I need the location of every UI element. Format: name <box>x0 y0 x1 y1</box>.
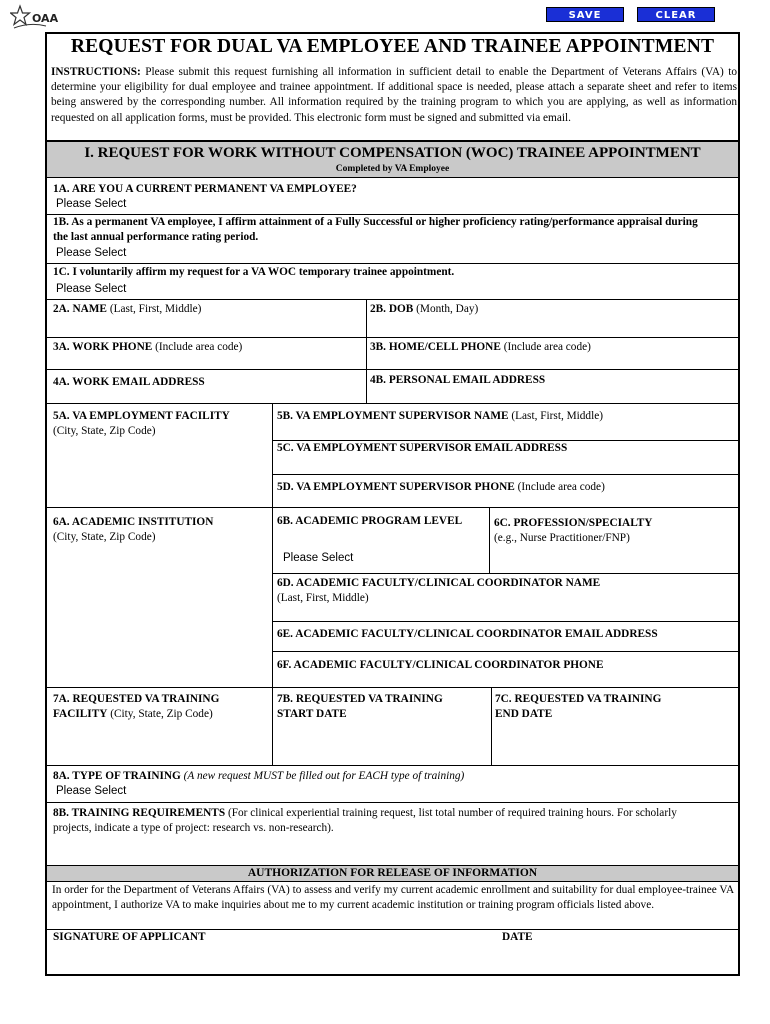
field-6d[interactable] <box>277 576 600 606</box>
field-6e-label[interactable]: 6E. ACADEMIC FACULTY/CLINICAL COORDINATOR EMAIL ADDRESS <box>277 628 658 640</box>
clear-form-button[interactable]: CLEAR FORM <box>637 7 715 22</box>
instructions-text: Please submit this request furnishing all information in sufficient detail to enable the Department of Veterans Affairs (VA) to determine your eligibility for dual employee and trainee appointment. If additional space is needed, please attach a separate sheet and refer to items being answered by the corresponding number. All information required by the training program to which you are applying, as well as information requested on all application forms, must be provided. This electronic form must be signed and submitted via email. <box>51 66 737 124</box>
logo-text: OAA <box>32 12 59 25</box>
field-5b[interactable] <box>277 409 603 424</box>
section-1-title: I. REQUEST FOR WORK WITHOUT COMPENSATION (WOC) TRAINEE APPOINTMENT <box>84 145 701 161</box>
field-2b-label: 2B. DOB <box>370 303 414 315</box>
field-3a-hint: (Include area code) <box>155 341 243 353</box>
form-title: REQUEST FOR DUAL VA EMPLOYEE AND TRAINEE APPOINTMENT <box>70 36 715 57</box>
field-7b-label2: START DATE <box>277 708 347 720</box>
field-3b[interactable] <box>370 340 591 355</box>
field-4b-label[interactable]: 4B. PERSONAL EMAIL ADDRESS <box>370 374 546 386</box>
instructions <box>51 65 737 126</box>
field-6a[interactable] <box>53 515 268 545</box>
field-6f-label[interactable]: 6F. ACADEMIC FACULTY/CLINICAL COORDINATOR PHONE <box>277 659 604 671</box>
field-7a-label: 7A. REQUESTED VA TRAINING <box>53 693 220 705</box>
field-6c-label: 6C. PROFESSION/SPECIALTY <box>494 517 653 529</box>
field-7b-label: 7B. REQUESTED VA TRAINING <box>277 693 443 705</box>
date-label[interactable]: DATE <box>502 931 533 943</box>
field-1c-label: 1C. I voluntarily affirm my request for a VA WOC temporary trainee appointment. <box>53 266 455 278</box>
field-6a-label: 6A. ACADEMIC INSTITUTION <box>53 516 214 528</box>
oaa-logo <box>10 4 80 34</box>
field-8a-hint: (A new request MUST be filled out for EACH type of training) <box>183 770 465 782</box>
field-3a[interactable] <box>53 340 242 355</box>
signature-label[interactable]: SIGNATURE OF APPLICANT <box>53 931 206 943</box>
field-1a-label: 1A. ARE YOU A CURRENT PERMANENT VA EMPLOYEE? <box>53 183 357 195</box>
field-2a[interactable] <box>53 302 201 317</box>
field-8a <box>53 769 464 784</box>
field-2b[interactable] <box>370 302 478 317</box>
field-1b-select[interactable]: Please Select <box>56 247 127 259</box>
field-5d[interactable] <box>277 480 605 495</box>
field-4a-label[interactable]: 4A. WORK EMAIL ADDRESS <box>53 376 205 388</box>
field-7b[interactable] <box>277 692 443 722</box>
field-7a[interactable] <box>53 692 268 722</box>
field-5d-label: 5D. VA EMPLOYMENT SUPERVISOR PHONE <box>277 481 515 493</box>
field-1a-select[interactable]: Please Select <box>56 198 127 210</box>
field-5a-hint: (City, State, Zip Code) <box>53 425 156 437</box>
field-6b-label: 6B. ACADEMIC PROGRAM LEVEL <box>277 515 463 527</box>
field-5a[interactable] <box>53 409 268 439</box>
field-8b-hint: (For clinical experiential training request, list total number of required training hours. For scholarly projects, indicate a type of project: research vs. non-research). <box>53 807 677 834</box>
field-6b-select[interactable]: Please Select <box>283 552 354 564</box>
field-8b[interactable] <box>53 806 713 836</box>
section-1-header <box>47 140 738 178</box>
authorization-text: In order for the Department of Veterans Affairs (VA) to assess and verify my current academic enrollment and suitability for dual employee-trainee VA appointment, I authorize VA to make inquiries about me to my current academic institution or training program officials listed above. <box>52 884 734 912</box>
field-5a-label: 5A. VA EMPLOYMENT FACILITY <box>53 410 230 422</box>
field-1b-label: 1B. As a permanent VA employee, I affirm attainment of a Fully Successful or higher proficiency rating/performance appraisal during the last annual performance rating period. <box>53 216 698 243</box>
field-2b-hint: (Month, Day) <box>416 303 479 315</box>
field-6d-label: 6D. ACADEMIC FACULTY/CLINICAL COORDINATOR NAME <box>277 577 601 589</box>
instructions-label: INSTRUCTIONS: <box>51 66 141 78</box>
field-8a-select[interactable]: Please Select <box>56 785 127 797</box>
field-6a-hint: (City, State, Zip Code) <box>53 531 156 543</box>
field-2a-hint: (Last, First, Middle) <box>109 303 202 315</box>
field-7c[interactable] <box>495 692 661 722</box>
authorization-header: AUTHORIZATION FOR RELEASE OF INFORMATION <box>47 865 738 882</box>
field-3a-label: 3A. WORK PHONE <box>53 341 153 353</box>
field-5b-label: 5B. VA EMPLOYMENT SUPERVISOR NAME <box>277 410 509 422</box>
field-6c[interactable] <box>494 516 652 546</box>
field-5b-hint: (Last, First, Middle) <box>511 410 603 422</box>
field-5c-label[interactable]: 5C. VA EMPLOYMENT SUPERVISOR EMAIL ADDRESS <box>277 442 568 454</box>
field-8b-label: 8B. TRAINING REQUIREMENTS <box>53 807 226 819</box>
save-button[interactable]: SAVE <box>546 7 624 22</box>
field-3b-hint: (Include area code) <box>503 341 591 353</box>
field-2a-label: 2A. NAME <box>53 303 107 315</box>
field-7a-hint: (City, State, Zip Code) <box>110 708 213 720</box>
section-1-subtitle: Completed by VA Employee <box>335 164 450 174</box>
field-5d-hint: (Include area code) <box>517 481 605 493</box>
field-7c-label: 7C. REQUESTED VA TRAINING <box>495 693 662 705</box>
field-7c-label2: END DATE <box>495 708 553 720</box>
field-1c-select[interactable]: Please Select <box>56 283 127 295</box>
field-7a-label2: FACILITY <box>53 708 108 720</box>
field-6d-hint: (Last, First, Middle) <box>277 592 369 604</box>
field-3b-label: 3B. HOME/CELL PHONE <box>370 341 501 353</box>
field-6c-hint: (e.g., Nurse Practitioner/FNP) <box>494 532 630 544</box>
field-8a-label: 8A. TYPE OF TRAINING <box>53 770 181 782</box>
